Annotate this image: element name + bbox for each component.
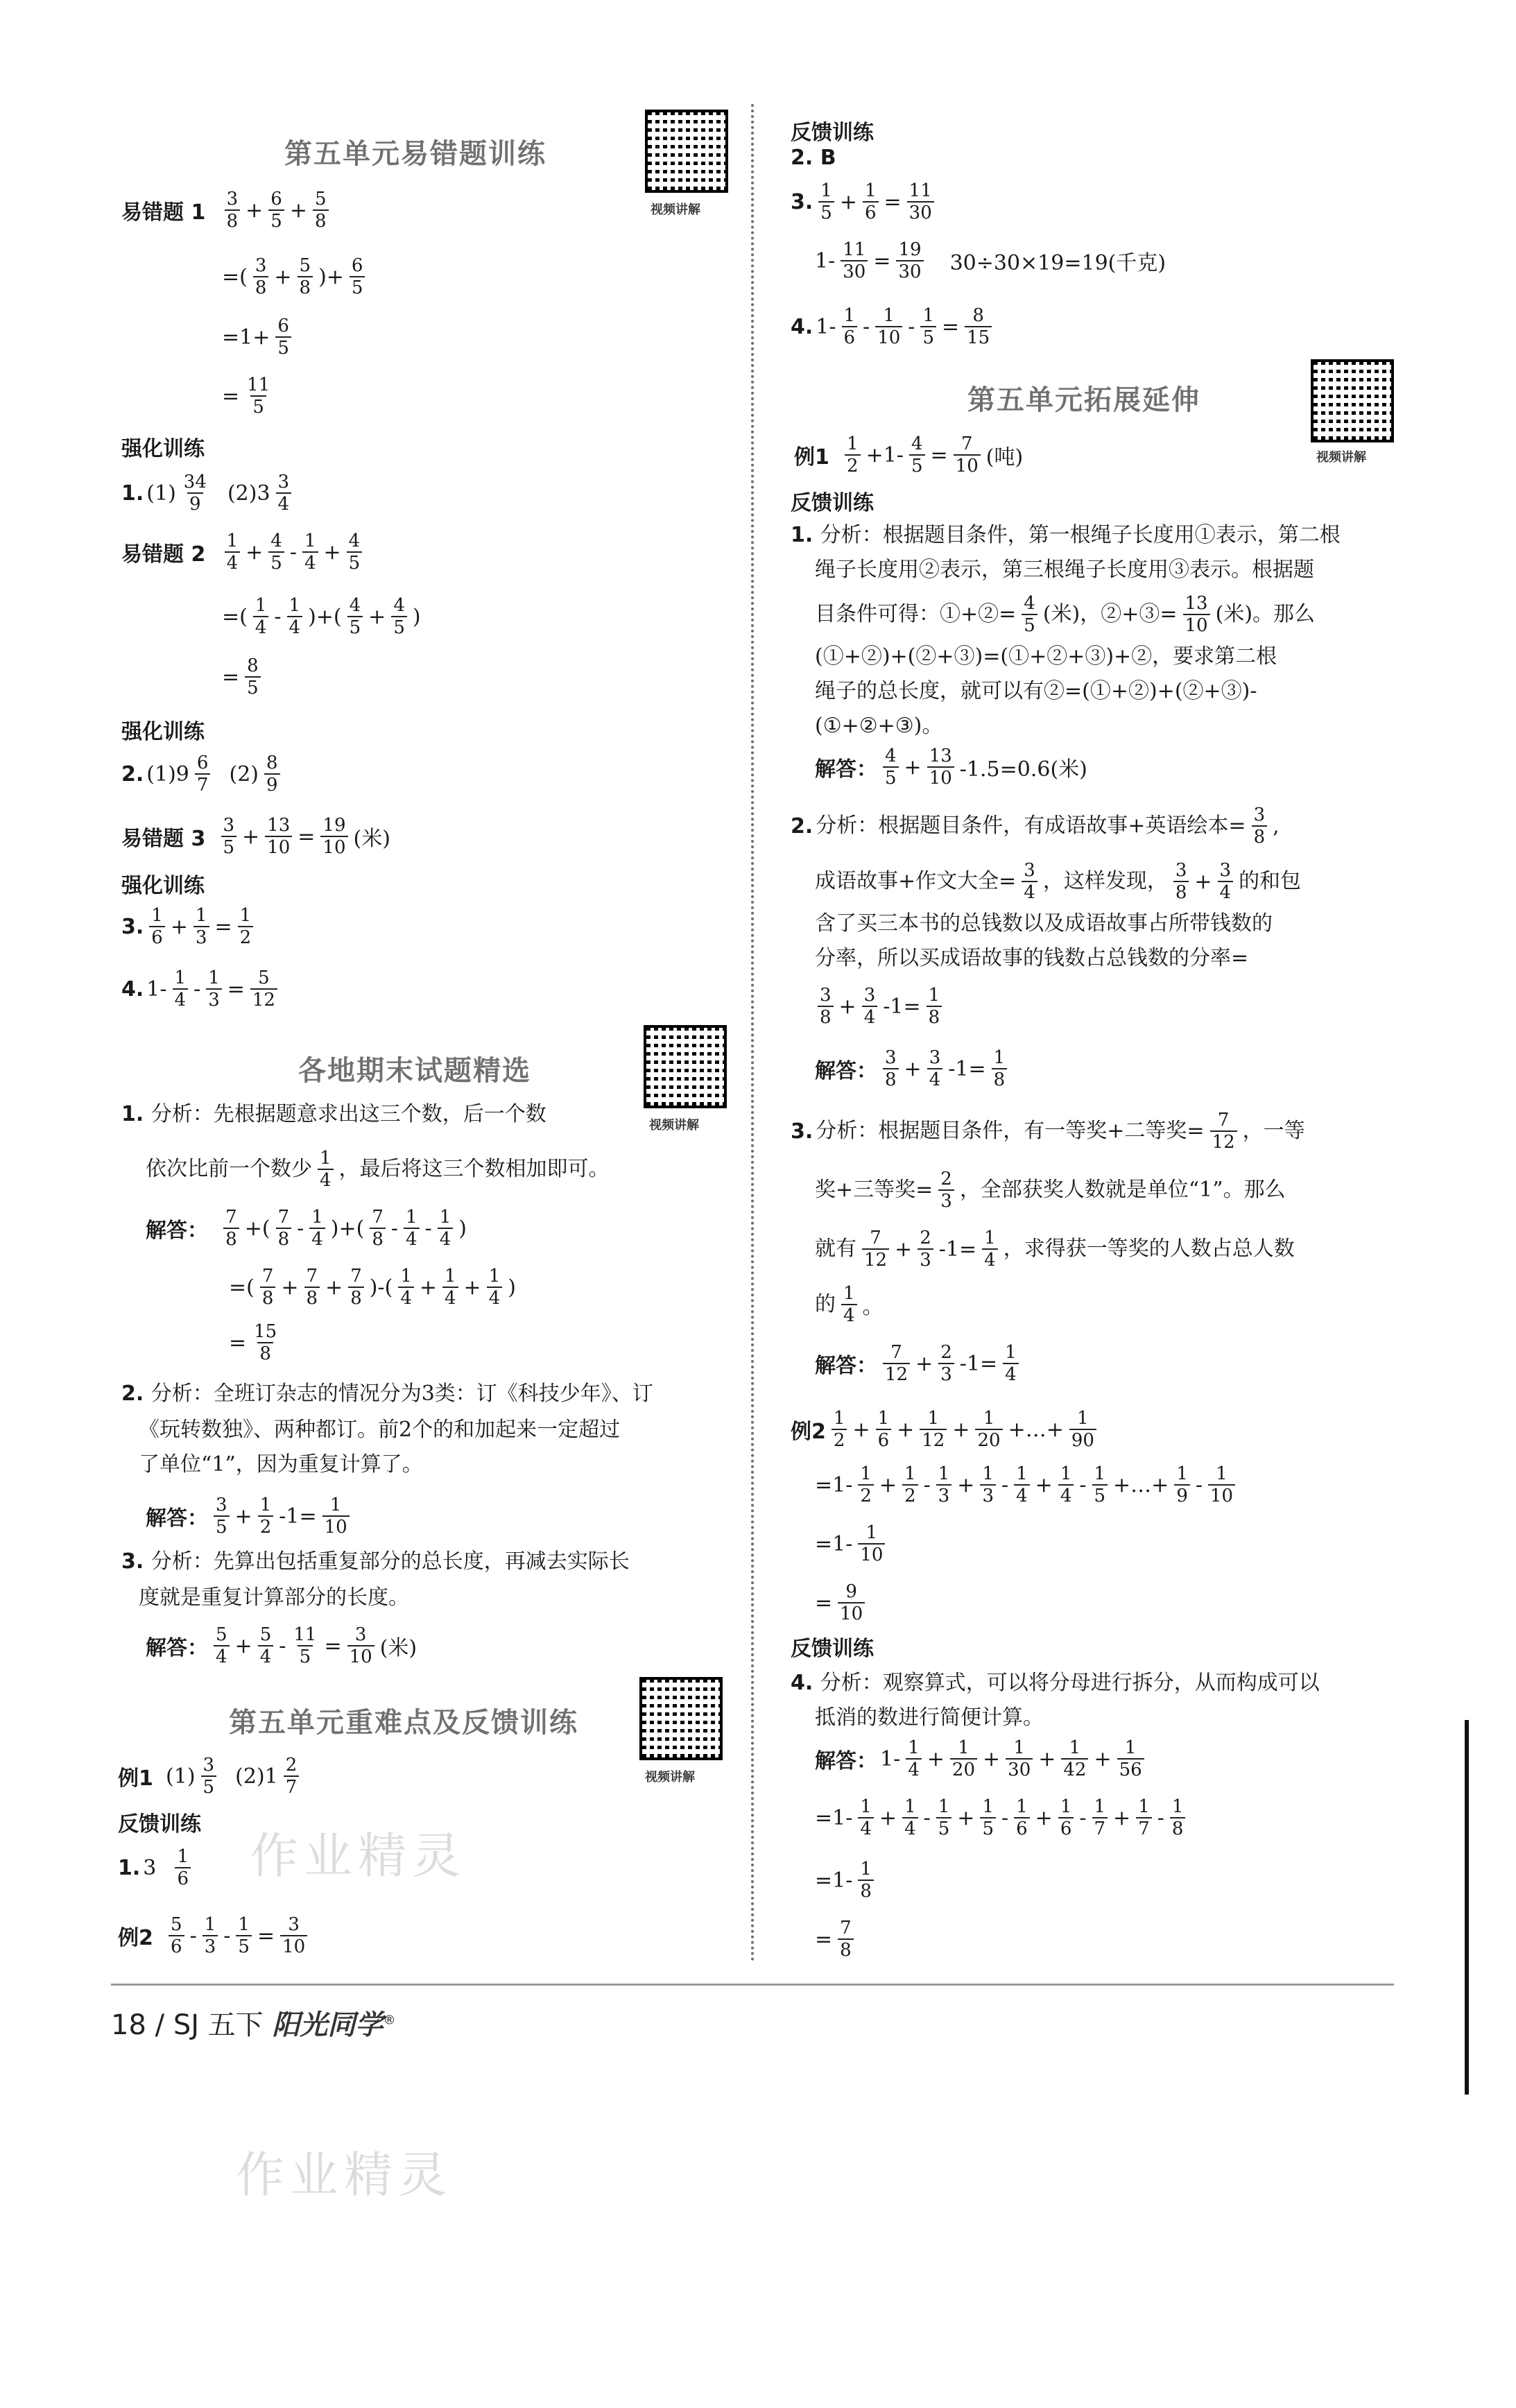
exam-3-analysis: 3. 分析：先算出包括重复部分的总长度，再减去实际长 — [121, 1549, 630, 1574]
text: 成语故事+作文大全= — [815, 869, 1017, 893]
ext-4-analysis: 4. 分析：观察算式，可以将分母进行拆分，从而构成可以 — [791, 1671, 1320, 1695]
section-title-extension: 第五单元拓展延伸 — [967, 384, 1200, 416]
qr-caption: 视频讲解 — [651, 203, 700, 217]
error-label: 易错题 3 — [121, 827, 206, 851]
ext-2-answer: 解答： $\frac{3}{8}$ + $\frac{3}{4}$ -1= $\frac{1}{8}$ — [815, 1047, 1010, 1090]
brand-logo: 阳光同学 — [272, 2009, 384, 2041]
calc: 30÷30×19=19(千克) — [949, 251, 1166, 275]
feedback-1: 1. 3 $\frac{1}{6}$ — [118, 1846, 193, 1889]
ext-2-analysis-d: 分率，所以买成语故事的钱数占总钱数的分率= — [815, 946, 1249, 970]
exam-1-answer-1: 解答： $\frac{7}{8}$ +( $\frac{7}{8}$ - $\frac{1}{4}$ )+( $\frac{7}{8}$ - $\frac{1}{4}$ - $\frac{1}{4}$ ) — [146, 1207, 467, 1250]
section-title-exams: 各地期末试题精选 — [298, 1055, 531, 1087]
text: 分析：根据题目条件，第一根绳子长度用①表示，第二根 — [820, 523, 1341, 547]
text: (米)。那么 — [1215, 602, 1316, 626]
ext-1-analysis-f: (①+②+③)。 — [815, 714, 943, 738]
ext-4-answer-3: =1- $\frac{1}{8}$ — [815, 1859, 877, 1902]
ext-example-2-line2: =1- $\frac{1}{2}$ + $\frac{1}{2}$ - $\frac{1}{3}$ + $\frac{1}{3}$ - $\frac{1}{4}$ + $\frac{1}{4}$ - $\frac{1}{5}$ +…+ $\frac{1}{9}$ - $\frac{1}{10}$ — [815, 1463, 1238, 1506]
text: 分析：观察算式，可以将分母进行拆分，从而构成可以 — [820, 1671, 1320, 1695]
feedback-label: 反馈训练 — [791, 1637, 874, 1661]
error-1-line1: 易错题 1 $\frac{3}{8}$ + $\frac{6}{5}$ + $\frac{5}{8}$ — [121, 189, 331, 232]
ext-example-2-line1: 例2 $\frac{1}{2}$ + $\frac{1}{6}$ + $\frac{1}{12}$ + $\frac{1}{20}$ +…+ $\frac{1}{90}$ — [791, 1408, 1099, 1451]
qr-code-icon[interactable] — [1311, 359, 1394, 442]
watermark: 作业精灵 — [236, 2147, 452, 2203]
ext-4-answer-4: = $\frac{7}{8}$ — [815, 1918, 856, 1961]
example-label: 例2 — [791, 1420, 826, 1444]
ext-3-analysis-c: 就有 $\frac{7}{12}$ + $\frac{2}{3}$ -1= $\frac{1}{4}$ ，求得获一等奖的人数占总人数 — [815, 1228, 1295, 1271]
section-title-errors: 第五单元易错题训练 — [284, 138, 546, 170]
exam-1-answer-2: =( $\frac{7}{8}$ + $\frac{7}{8}$ + $\frac{7}{8}$ )-( $\frac{1}{4}$ + $\frac{1}{4}$ + $\frac{1}{4}$ ) — [229, 1266, 516, 1309]
text: ，最后将这三个数相加即可。 — [338, 1157, 610, 1181]
feedback-3b: 1- $\frac{11}{30}$ = $\frac{19}{30}$ 30÷30×19=19(千克) — [815, 239, 1166, 282]
reinforce-3: 3. $\frac{1}{6}$ + $\frac{1}{3}$ = $\frac{1}{2}$ — [121, 905, 256, 948]
series-label: SJ 五下 — [173, 2009, 264, 2041]
ext-4-answer-1: 解答： 1- $\frac{1}{4}$ + $\frac{1}{20}$ + $\frac{1}{30}$ + $\frac{1}{42}$ + $\frac{1}{56}$ — [815, 1737, 1147, 1780]
page-edge-mark — [1465, 1720, 1469, 2095]
text: ，求得获一等奖的人数占总人数 — [1003, 1237, 1295, 1261]
text: ，一等 — [1242, 1119, 1305, 1143]
reinforce-label: 强化训练 — [121, 874, 205, 898]
error-2-line1: 易错题 2 $\frac{1}{4}$ + $\frac{4}{5}$ - $\frac{1}{4}$ + $\frac{4}{5}$ — [121, 531, 365, 574]
example-label: 例2 — [118, 1926, 153, 1950]
exam-1-answer-3: = $\frac{15}{8}$ — [229, 1321, 277, 1364]
answer-label: 解答： — [815, 1354, 877, 1378]
exam-2-analysis-b: 《玩转数独》、两种都订。前2个的和加起来一定超过 — [139, 1418, 621, 1442]
feedback-label: 反馈训练 — [791, 121, 874, 145]
reinforce-label: 强化训练 — [121, 720, 205, 744]
ext-3-answer: 解答： $\frac{7}{12}$ + $\frac{2}{3}$ -1= $\frac{1}{4}$ — [815, 1342, 1022, 1385]
answer-value: -1.5=0.6(米) — [959, 757, 1087, 782]
text: 奖+三等奖= — [815, 1178, 933, 1202]
answer-label: 解答： — [146, 1506, 208, 1531]
reinforce-1: 1. (1) $\frac{34}{9}$ (2)3 $\frac{3}{4}$ — [121, 472, 294, 515]
answer-label: 解答： — [146, 1636, 208, 1660]
ext-3-analysis-d: 的 $\frac{1}{4}$ 。 — [815, 1283, 884, 1326]
ext-4-answer-2: =1- $\frac{1}{4}$ + $\frac{1}{4}$ - $\frac{1}{5}$ + $\frac{1}{5}$ - $\frac{1}{6}$ + $\frac{1}{6}$ - $\frac{1}{7}$ + $\frac{1}{7}$ - $\frac{1}{8}$ — [815, 1796, 1188, 1839]
ext-1-analysis: 1. 分析：根据题目条件，第一根绳子长度用①表示，第二根 — [791, 523, 1341, 547]
error-label: 易错题 1 — [121, 200, 206, 225]
text: 的和包 — [1239, 869, 1302, 893]
example-label: 例1 — [118, 1766, 153, 1791]
error-2-line2: =( $\frac{1}{4}$ - $\frac{1}{4}$ )+( $\frac{4}{5}$ + $\frac{4}{5}$ ) — [222, 595, 421, 638]
ext-example-2-line3: =1- $\frac{1}{10}$ — [815, 1522, 888, 1565]
text: 分析：先根据题意求出这三个数，后一个数 — [150, 1102, 546, 1126]
exam-2-analysis-c: 了单位“1”，因为重复计算了。 — [139, 1452, 423, 1477]
footer-rule — [111, 1984, 1394, 1986]
exam-1-analysis: 1. 分析：先根据题意求出这三个数，后一个数 — [121, 1102, 546, 1126]
exam-1-analysis-b: 依次比前一个数少 $\frac{1}{4}$ ，最后将这三个数相加即可。 — [146, 1148, 610, 1191]
answer-label: 解答： — [815, 1059, 877, 1083]
qr-caption: 视频讲解 — [1316, 450, 1366, 465]
error-2-line3: = $\frac{8}{5}$ — [222, 655, 264, 698]
feedback-3: 3. $\frac{1}{5}$ + $\frac{1}{6}$ = $\frac{11}{30}$ — [791, 180, 937, 223]
text: ，全部获奖人数就是单位“1”。那么 — [959, 1178, 1286, 1202]
text: (米)，②+③= — [1042, 602, 1178, 626]
text: 分析：先算出包括重复部分的总长度，再减去实际长 — [150, 1549, 630, 1574]
text: 分析：根据题目条件，有成语故事+英语绘本= — [816, 814, 1246, 838]
reinforce-2: 2. (1)9 $\frac{6}{7}$ (2) $\frac{8}{9}$ — [121, 752, 283, 796]
text: 分析：全班订杂志的情况分为3类：订《科技少年》、订 — [150, 1382, 653, 1406]
answer-label: 解答： — [815, 1749, 877, 1773]
reinforce-4: 4. 1- $\frac{1}{4}$ - $\frac{1}{3}$ = $\frac{5}{12}$ — [121, 968, 280, 1011]
answer-label: 解答： — [146, 1219, 208, 1243]
error-1-line4: = $\frac{11}{5}$ — [222, 375, 270, 418]
error-1-line3: =1+ $\frac{6}{5}$ — [222, 316, 294, 359]
feedback-2: 2. B — [791, 146, 836, 170]
text: 就有 — [815, 1237, 856, 1261]
qr-caption: 视频讲解 — [649, 1118, 699, 1133]
error-label: 易错题 2 — [121, 542, 206, 567]
unit: (吨) — [985, 445, 1024, 470]
watermark: 作业精灵 — [250, 1828, 466, 1884]
example-label: 例1 — [794, 445, 829, 470]
unit: (米) — [353, 827, 390, 851]
error-1-line2: =( $\frac{3}{8}$ + $\frac{5}{8}$ )+ $\frac{6}{5}$ — [222, 255, 368, 298]
exam-2-analysis: 2. 分析：全班订杂志的情况分为3类：订《科技少年》、订 — [121, 1382, 653, 1406]
feedback-4: 4. 1- $\frac{1}{6}$ - $\frac{1}{10}$ - $\frac{1}{5}$ = $\frac{8}{15}$ — [791, 305, 994, 348]
text: 依次比前一个数少 — [146, 1157, 312, 1181]
text: 分析：根据题目条件，有一等奖+二等奖= — [816, 1119, 1205, 1143]
text: 目条件可得：①+②= — [815, 602, 1017, 626]
key-example-1: 例1 (1) $\frac{3}{5}$ (2)1 $\frac{2}{7}$ — [118, 1755, 302, 1798]
ext-2-analysis-c: 含了买三本书的总钱数以及成语故事占所带钱数的 — [815, 911, 1273, 936]
ext-3-analysis-b: 奖+三等奖= $\frac{2}{3}$ ，全部获奖人数就是单位“1”。那么 — [815, 1169, 1286, 1212]
ext-1-analysis-c: 目条件可得：①+②= $\frac{4}{5}$ (米)，②+③= $\frac{13}{10}$ (米)。那么 — [815, 593, 1316, 636]
section-title-key-points: 第五单元重难点及反馈训练 — [229, 1707, 578, 1739]
ext-1-answer: 解答： $\frac{4}{5}$ + $\frac{13}{10}$ -1.5=0.6(米) — [815, 746, 1087, 789]
feedback-label: 反馈训练 — [118, 1812, 201, 1837]
exam-3-answer: 解答： $\frac{5}{4}$ + $\frac{5}{4}$ - $\frac{11}{5}$ = $\frac{3}{10}$ (米) — [146, 1624, 417, 1667]
ext-example-1: 例1 $\frac{1}{2}$ +1- $\frac{4}{5}$ = $\frac{7}{10}$ (吨) — [794, 433, 1024, 476]
exam-2-answer: 解答： $\frac{3}{5}$ + $\frac{1}{2}$ -1= $\frac{1}{10}$ — [146, 1495, 352, 1538]
exam-3-analysis-b: 度就是重复计算部分的长度。 — [139, 1585, 409, 1610]
page-number: 18 — [111, 2009, 146, 2041]
ext-3-analysis: 3. 分析：根据题目条件，有一等奖+二等奖= $\frac{7}{12}$ ，一等 — [791, 1110, 1305, 1153]
ext-example-2-line4: = $\frac{9}{10}$ — [815, 1581, 868, 1624]
unit: (米) — [379, 1636, 417, 1660]
ext-2-analysis-e: $\frac{3}{8}$ + $\frac{3}{4}$ -1= $\frac{1}{8}$ — [815, 985, 945, 1028]
answer-label: 解答： — [815, 757, 877, 782]
reinforce-label: 强化训练 — [121, 437, 205, 461]
qr-code-icon[interactable] — [644, 1025, 727, 1108]
text: 的 — [815, 1292, 836, 1316]
qr-caption: 视频讲解 — [645, 1770, 695, 1785]
ext-4-analysis-b: 抵消的数进行简便计算。 — [815, 1705, 1044, 1730]
qr-code-icon[interactable] — [639, 1677, 723, 1760]
qr-code-icon[interactable] — [645, 110, 728, 193]
ext-1-analysis-b: 绳子长度用②表示，第三根绳子长度用③表示。根据题 — [815, 558, 1314, 582]
error-3: 易错题 3 $\frac{3}{5}$ + $\frac{13}{10}$ = $\frac{19}{10}$ (米) — [121, 815, 390, 858]
ext-2-analysis: 2. 分析：根据题目条件，有成语故事+英语绘本= $\frac{3}{8}$ , — [791, 805, 1280, 848]
column-divider — [751, 104, 754, 1963]
feedback-label: 反馈训练 — [791, 491, 874, 515]
ext-2-analysis-b: 成语故事+作文大全= $\frac{3}{4}$ ，这样发现， $\frac{3}{8}$ + $\frac{3}{4}$ 的和包 — [815, 860, 1302, 903]
registered-mark: ® — [383, 2013, 396, 2028]
ext-1-analysis-e: 绳子的总长度，就可以有②=(①+②)+(②+③)- — [815, 679, 1257, 703]
text: ，这样发现， — [1042, 869, 1168, 893]
page-footer: 18 / SJ 五下 阳光同学® — [111, 2009, 396, 2041]
ext-1-analysis-d: (①+②)+(②+③)=(①+②+③)+②，要求第二根 — [815, 644, 1277, 669]
key-example-2: 例2 $\frac{5}{6}$ - $\frac{1}{3}$ - $\frac{1}{5}$ = $\frac{3}{10}$ — [118, 1914, 310, 1957]
